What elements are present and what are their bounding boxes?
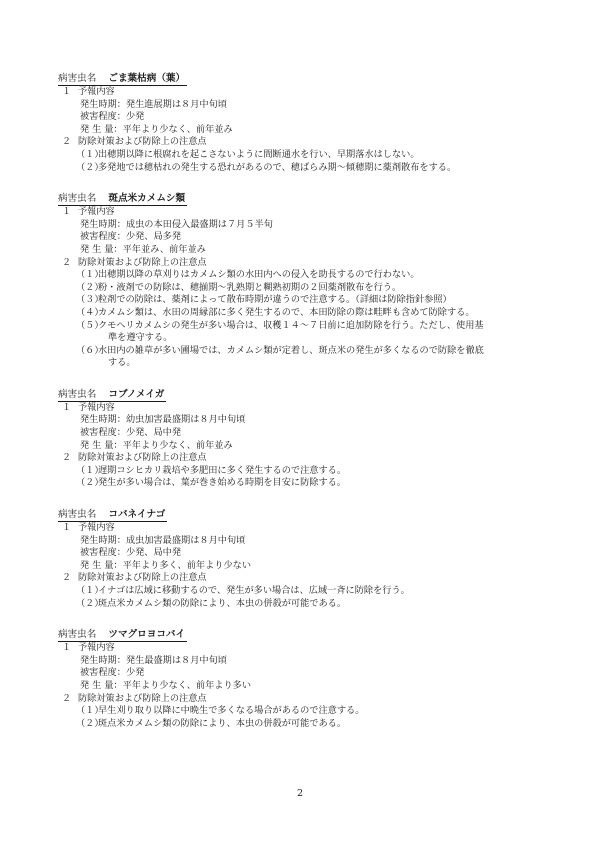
forecast-field [58, 560, 558, 573]
note-text: 斑点米カメムシ類の防除により、本虫の併殺が可能である。 [98, 717, 347, 729]
field-value: 発生進展期は８月中旬頃 [125, 98, 227, 110]
pest-section [58, 502, 558, 610]
heading-text: 予報内容 [78, 401, 115, 413]
heading-number: １ [62, 206, 72, 218]
forecast-heading [58, 86, 558, 99]
note-text: クモヘリカメムシの発生が多い場合は、収穫１４～７日前に追加防除を行う。ただし、使用基 [98, 319, 484, 331]
heading-number: １ [62, 642, 72, 654]
note-number: （３） [76, 294, 104, 306]
field-key: 発 生 量： [80, 123, 123, 135]
note-number: （５） [76, 319, 104, 331]
note-text: 出穂期以降に根腐れを起こさないように間断通水を行い、早期落水はしない。 [98, 148, 420, 160]
forecast-field [58, 427, 558, 440]
forecast-heading [58, 206, 558, 219]
note-number: （１） [76, 705, 104, 717]
forecast-field [58, 680, 558, 693]
pest-section [58, 66, 558, 174]
pest-title [58, 192, 187, 206]
pest-section [58, 382, 558, 490]
pest-sections [58, 66, 558, 742]
forecast-field [58, 440, 558, 453]
pest-name: コバネイナゴ [108, 509, 166, 521]
pest-title [58, 508, 167, 522]
field-value: 幼虫加害最盛期は８月中旬頃 [125, 414, 246, 426]
measure-note [58, 294, 558, 307]
field-key: 発 生 量： [80, 243, 123, 255]
measure-note [58, 585, 558, 598]
field-key: 発生時期： [80, 98, 126, 110]
measure-note [58, 307, 558, 320]
field-value: 少発 [125, 667, 145, 679]
field-value: 平年より少なく、前年並み [122, 439, 233, 451]
field-value: 成虫加害最盛期は８月中旬頃 [125, 534, 246, 546]
forecast-field [58, 547, 558, 560]
pest-section [58, 622, 558, 730]
measure-note [58, 345, 558, 370]
note-number: （６） [76, 344, 104, 356]
forecast-field [58, 655, 558, 668]
forecast-field [58, 111, 558, 124]
measure-note [58, 718, 558, 731]
forecast-field [58, 219, 558, 232]
heading-text: 防除対策および防除上の注意点 [78, 692, 207, 704]
heading-number: １ [62, 522, 72, 534]
heading-text: 予報内容 [78, 642, 115, 654]
note-text: 多発地では穂枯れの発生する恐れがあるので、穂ばらみ期～傾穂期に薬剤散布をする。 [98, 161, 457, 173]
note-text: カメムシ類は、水田の周縁部に多く発生するので、本田防除の際は畦畔も含めて防除する。 [98, 306, 475, 318]
field-key: 被害程度： [80, 547, 126, 559]
pest-name: コブノメイガ [108, 388, 165, 400]
forecast-field [58, 231, 558, 244]
heading-text: 予報内容 [78, 86, 115, 97]
field-value: 少発 [125, 111, 145, 123]
field-key: 被害程度： [80, 231, 126, 243]
pest-title [58, 388, 166, 402]
field-value: 平年より少なく、前年より多い [122, 679, 252, 691]
measure-note [58, 465, 558, 478]
note-number: （１） [76, 585, 104, 596]
pest-title-prefix: 病害虫名 [58, 73, 97, 84]
field-value: 発生最盛期は８月中旬頃 [125, 654, 227, 666]
note-text: 水田内の雑草が多い圃場では、カメムシ類が定着し、斑点米の発生が多くなるので防除を徹底 [98, 344, 484, 356]
field-value: 少発、局中発 [125, 427, 182, 439]
measure-note [58, 705, 558, 718]
heading-text: 防除対策および防除上の注意点 [78, 452, 207, 464]
heading-number: ２ [62, 572, 72, 584]
measure-note [58, 320, 558, 345]
field-key: 発生時期： [80, 534, 126, 546]
pest-title-prefix: 病害虫名 [58, 629, 97, 641]
forecast-field [58, 535, 558, 548]
forecast-field [58, 124, 558, 137]
note-text: 遅期コシヒカリ栽培や多肥田に多く発生するので注意する。 [98, 464, 347, 476]
pest-name: ごま葉枯病（葉） [108, 73, 186, 84]
measure-note [58, 477, 558, 490]
note-number: （２） [76, 281, 104, 293]
pest-title [58, 72, 187, 86]
note-text: 斑点米カメムシ類の防除により、本虫の併殺が可能である。 [98, 597, 347, 609]
pest-title [58, 628, 187, 642]
heading-text: 防除対策および防除上の注意点 [78, 136, 207, 148]
pest-title-prefix: 病害虫名 [58, 509, 97, 521]
note-text: 発生が多い場合は、葉が巻き始める時期を目安に防除する。 [98, 477, 347, 489]
field-key: 発 生 量： [80, 679, 123, 691]
heading-text: 予報内容 [78, 206, 115, 218]
field-value: 平年より多く、前年より少ない [122, 559, 252, 571]
note-number: （２） [76, 597, 104, 609]
note-text: 粒剤での防除は、薬剤によって散布時期が違うので注意する。（詳細は防除指針参照） [98, 294, 452, 306]
forecast-heading [58, 522, 558, 535]
note-number: （２） [76, 161, 104, 173]
pest-section [58, 186, 558, 370]
heading-text: 予報内容 [78, 522, 115, 534]
note-text: 粉・液剤での防除は、穂揃期～乳熟期と糊熟初期の２回薬剤散布を行う。 [98, 281, 402, 293]
note-number: （２） [76, 477, 104, 489]
forecast-field [58, 244, 558, 257]
field-key: 被害程度： [80, 667, 126, 679]
forecast-field [58, 667, 558, 680]
field-value: 少発、局多発 [125, 231, 182, 243]
heading-number: ２ [62, 136, 72, 148]
note-text-continuation: する。 [108, 357, 136, 369]
note-text: 早生刈り取り以降に中晩生で多くなる場合があるので注意する。 [98, 705, 365, 717]
forecast-heading [58, 642, 558, 655]
field-key: 発 生 量： [80, 439, 123, 451]
heading-number: ２ [62, 452, 72, 464]
field-key: 発生時期： [80, 654, 126, 666]
note-text: 出穂期以降の草刈りはカメムシ類の水田内への侵入を助長するので行わない。 [98, 269, 420, 281]
measures-heading [58, 136, 558, 149]
measures-heading [58, 572, 558, 585]
note-number: （４） [76, 306, 104, 318]
heading-text: 防除対策および防除上の注意点 [78, 256, 207, 268]
forecast-field [58, 414, 558, 427]
note-number: （１） [76, 464, 104, 476]
heading-number: ２ [62, 256, 72, 268]
measure-note [58, 598, 558, 611]
heading-text: 防除対策および防除上の注意点 [78, 572, 207, 584]
field-key: 発生時期： [80, 414, 126, 426]
measure-note [58, 162, 558, 175]
note-number: （１） [76, 148, 104, 160]
note-number: （２） [76, 717, 104, 729]
field-key: 被害程度： [80, 111, 126, 123]
forecast-heading [58, 402, 558, 415]
heading-number: １ [62, 86, 72, 97]
measures-heading [58, 257, 558, 270]
pest-title-prefix: 病害虫名 [58, 193, 97, 205]
page-number: 2 [296, 788, 304, 799]
field-key: 発生時期： [80, 218, 126, 230]
field-key: 発 生 量： [80, 559, 123, 571]
heading-number: １ [62, 401, 72, 413]
field-value: 平年並み、前年並み [122, 243, 206, 255]
note-number: （１） [76, 269, 104, 281]
measure-note [58, 269, 558, 282]
field-value: 少発、局中発 [125, 547, 182, 559]
field-value: 平年より少なく、前年並み [122, 123, 233, 135]
measure-note [58, 282, 558, 295]
forecast-field [58, 99, 558, 112]
field-value: 成虫の本田侵入最盛期は７月５半旬 [125, 218, 273, 230]
measure-note [58, 149, 558, 162]
pest-name: 斑点米カメムシ類 [108, 193, 186, 205]
measures-heading [58, 693, 558, 706]
note-text-continuation: 準を遵守する。 [108, 332, 173, 344]
measures-heading [58, 452, 558, 465]
heading-number: ２ [62, 692, 72, 704]
pest-name: ツマグロヨコバイ [108, 629, 186, 641]
field-key: 被害程度： [80, 427, 126, 439]
pest-title-prefix: 病害虫名 [58, 388, 97, 400]
note-text: イナゴは広域に移動するので、発生が多い場合は、広域一斉に防除を行う。 [98, 585, 410, 596]
